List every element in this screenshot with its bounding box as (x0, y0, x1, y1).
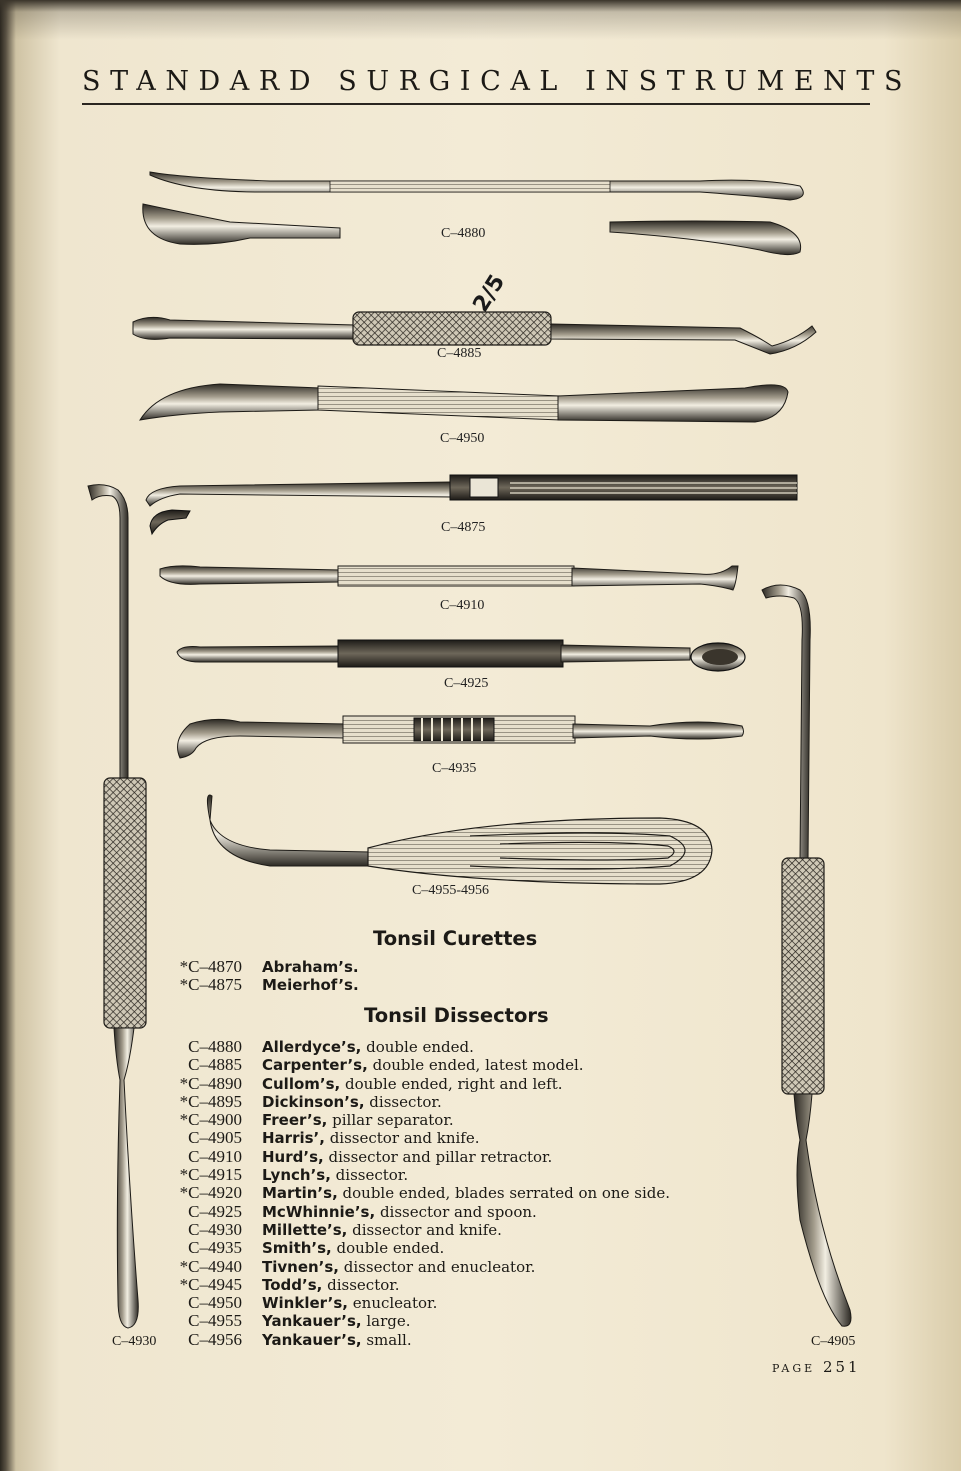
instrument-name: Tivnen’s, (262, 1257, 340, 1276)
page-number-value: 251 (822, 1358, 861, 1376)
section-title-tonsil-curettes: Tonsil Curettes (373, 927, 538, 950)
figure-label-c4955-4956: C–4955-4956 (412, 883, 489, 898)
list-item (150, 1075, 750, 1093)
list-item (150, 1331, 750, 1349)
catalog-code: C–4956 (188, 1329, 242, 1349)
catalog-entry (262, 1184, 670, 1202)
catalog-code: *C–4870 (179, 957, 242, 976)
instrument-c4935 (178, 716, 744, 758)
catalog-entry (262, 1239, 444, 1257)
instrument-description: dissector and spoon. (375, 1202, 537, 1221)
catalog-entry (262, 1276, 400, 1294)
figure-label-c4925: C–4925 (444, 676, 489, 691)
page-word: PAGE (772, 1362, 816, 1375)
list-item (150, 1111, 750, 1129)
catalog-code: C–4935 (188, 1238, 242, 1258)
catalog-code: *C–4875 (179, 975, 242, 995)
list-item (150, 976, 750, 994)
instrument-name: Millette’s, (262, 1220, 348, 1239)
instrument-description: enucleator. (348, 1294, 438, 1313)
list-item (150, 1129, 750, 1147)
instrument-name: Yankauer’s, (262, 1330, 362, 1349)
catalog-code: *C–4890 (179, 1073, 242, 1093)
list-item (150, 1056, 750, 1074)
catalog-entry (262, 976, 359, 994)
instrument-name: Yankauer’s, (262, 1312, 362, 1331)
instrument-description: dissector and pillar retractor. (323, 1147, 553, 1166)
instrument-name: Martin’s, (262, 1184, 338, 1203)
instrument-description: dissector and knife. (324, 1129, 480, 1148)
catalog-entry (262, 1056, 584, 1074)
list-item (150, 1093, 750, 1111)
catalog-entry (262, 958, 359, 976)
instrument-name: Lynch’s, (262, 1166, 331, 1185)
instrument-name: Allerdyce’s, (262, 1038, 362, 1056)
catalog-code: C–4925 (188, 1201, 242, 1221)
instrument-c4930 (88, 485, 146, 1328)
list-item (150, 1038, 750, 1056)
catalog-code: C–4885 (188, 1055, 242, 1075)
figure-label-c4875: C–4875 (441, 520, 486, 535)
figure-label-c4885: C–4885 (437, 346, 482, 361)
instrument-description: dissector. (364, 1092, 442, 1111)
instrument-c4880 (143, 172, 804, 255)
catalog-code: C–4905 (188, 1128, 242, 1148)
catalog-entry (262, 1038, 474, 1056)
catalog-code: C–4950 (188, 1293, 242, 1313)
catalog-code: *C–4915 (179, 1165, 242, 1185)
instrument-description: double ended, right and left. (340, 1074, 563, 1093)
catalog-code: C–4880 (188, 1037, 242, 1056)
catalog-entry (262, 1221, 502, 1239)
section-title-tonsil-dissectors: Tonsil Dissectors (364, 1004, 549, 1027)
page-header-title: STANDARD SURGICAL INSTRUMENTS (82, 66, 913, 97)
catalog-entry (262, 1294, 437, 1312)
catalog-entry (262, 1331, 412, 1349)
instrument-c4925 (177, 640, 745, 671)
list-item (150, 1166, 750, 1184)
instrument-c4955-4956 (207, 795, 712, 884)
instrument-name: Meierhof’s. (262, 976, 359, 995)
figure-label-c4905: C–4905 (811, 1334, 856, 1349)
catalog-code: *C–4895 (179, 1091, 242, 1111)
instrument-c4950 (140, 384, 788, 422)
instrument-name: Hurd’s, (262, 1147, 324, 1166)
handwritten-annotation: 2/5 (468, 270, 511, 317)
list-item (150, 1203, 750, 1221)
list-item (150, 1221, 750, 1239)
instrument-name: Dickinson’s, (262, 1092, 365, 1111)
instrument-c4905 (762, 585, 851, 1326)
list-item (150, 1276, 750, 1294)
catalog-entry (262, 1111, 454, 1129)
instrument-description: double ended, blades serrated on one side. (337, 1184, 670, 1203)
figure-label-c4950: C–4950 (440, 431, 485, 446)
instrument-description: dissector. (330, 1166, 409, 1185)
figure-label-c4910: C–4910 (440, 598, 485, 613)
instrument-description: dissector and knife. (347, 1220, 502, 1239)
instrument-description: pillar separator. (327, 1111, 454, 1130)
instrument-description: dissector and enucleator. (339, 1257, 536, 1276)
list-item (150, 1184, 750, 1202)
list-item (150, 1148, 750, 1166)
dissectors-list (150, 1038, 750, 1349)
list-item (150, 1294, 750, 1312)
instrument-description: double ended. (331, 1239, 445, 1258)
instrument-description: double ended, latest model. (367, 1056, 584, 1075)
instrument-name: Todd’s, (262, 1275, 323, 1294)
figure-label-c4935: C–4935 (432, 761, 477, 776)
catalog-entry (262, 1148, 552, 1166)
catalog-code: *C–4920 (179, 1183, 242, 1203)
page-number (772, 1358, 861, 1376)
catalog-entry (262, 1203, 537, 1221)
instrument-name: McWhinnie’s, (262, 1202, 376, 1221)
catalog-entry (262, 1258, 535, 1276)
instrument-name: Carpenter’s, (262, 1056, 368, 1075)
catalog-code: *C–4945 (179, 1274, 242, 1294)
instrument-name: Freer’s, (262, 1111, 328, 1130)
catalog-code: C–4910 (188, 1146, 242, 1166)
list-item (150, 1258, 750, 1276)
instrument-name: Cullom’s, (262, 1074, 341, 1093)
catalog-entry (262, 1129, 480, 1147)
catalog-code: *C–4940 (179, 1256, 242, 1276)
list-item (150, 1239, 750, 1257)
instrument-c4910 (160, 566, 738, 590)
catalog-code: C–4930 (188, 1219, 242, 1239)
figure-label-c4930: C–4930 (112, 1334, 157, 1349)
catalog-entry (262, 1166, 408, 1184)
instrument-description: double ended. (361, 1038, 474, 1056)
instrument-description: dissector. (322, 1275, 400, 1294)
instrument-description: large. (361, 1312, 411, 1331)
instrument-name: Smith’s, (262, 1239, 332, 1258)
list-item (150, 958, 750, 976)
curettes-list (150, 958, 750, 995)
figure-label-c4880: C–4880 (441, 226, 486, 241)
instrument-description: small. (361, 1330, 412, 1349)
catalog-entry (262, 1075, 563, 1093)
catalog-entry (262, 1312, 411, 1330)
instrument-name: Harris’, (262, 1129, 325, 1148)
catalog-entry (262, 1093, 442, 1111)
instrument-name: Winkler’s, (262, 1294, 349, 1313)
catalog-code: *C–4900 (179, 1110, 242, 1130)
list-item (150, 1312, 750, 1330)
catalog-code: C–4955 (188, 1311, 242, 1331)
instrument-name: Abraham’s. (262, 958, 359, 976)
